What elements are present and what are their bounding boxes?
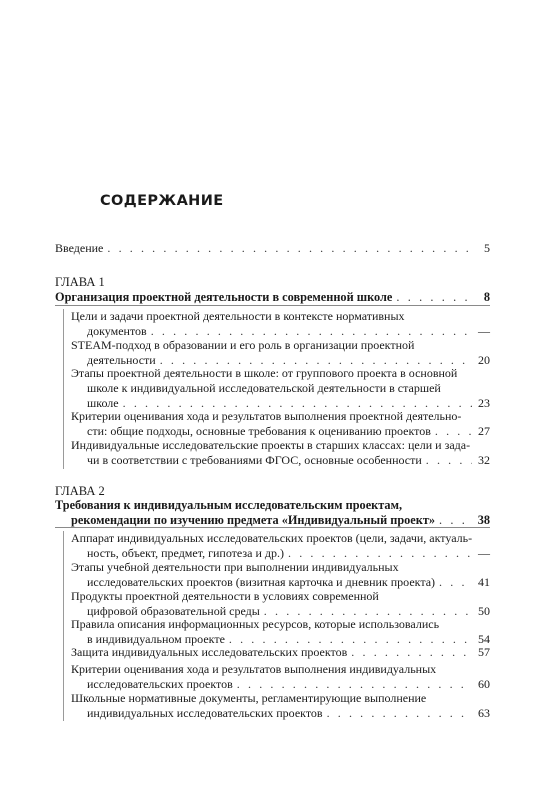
- entry-text-line: Критерии оценивания хода и результатов выполнения индивидуальных: [71, 662, 437, 676]
- page-number: 27: [478, 424, 490, 438]
- entry-last-line: [55, 513, 490, 528]
- entry-title-text: сти: общие подходы, основные требования к оцениванию проектов: [87, 424, 431, 438]
- entry-text-line: Этапы учебной деятельности при выполнении индивидуальных: [71, 560, 399, 574]
- dot-leader: [439, 513, 472, 528]
- dot-leader: [237, 677, 472, 692]
- entry-title-text: Введение: [55, 241, 104, 255]
- entry-text-line: школе к индивидуальной исследовательской деятельности в старшей: [87, 381, 441, 395]
- entry-title-text: в индивидуальном проекте: [87, 632, 225, 646]
- page-number: —: [478, 324, 490, 338]
- entry-text-line: Этапы проектной деятельности в школе: от группового проекта в основной: [71, 366, 458, 380]
- toc-entry-ch2-s3[interactable]: [71, 589, 490, 619]
- toc-entry-ch1-s3[interactable]: [71, 366, 490, 411]
- dot-leader: [107, 241, 472, 256]
- entry-title-text: документов: [87, 324, 147, 338]
- chapter-2-label: ГЛАВА 2: [55, 484, 105, 498]
- entry-last-line: [71, 546, 490, 561]
- toc-entry-ch2-s2[interactable]: [71, 560, 490, 590]
- entry-title-text: ность, объект, предмет, гипотеза и др.): [87, 546, 284, 560]
- entry-text-line: STEAM-подход в образовании и его роль в организации проектной: [71, 338, 415, 352]
- page-number: 54: [478, 632, 490, 646]
- toc-title: СОДЕРЖАНИЕ: [100, 193, 224, 209]
- toc-entry-ch1-s5[interactable]: [71, 438, 490, 468]
- page-number: 8: [483, 290, 490, 304]
- entry-title-text: деятельности: [87, 353, 156, 367]
- page-number: —: [478, 546, 490, 560]
- chapter-1-label: ГЛАВА 1: [55, 275, 105, 289]
- entry-last-line: [71, 575, 490, 590]
- entry-title-text: исследовательских проектов (визитная карточка и дневник проекта): [87, 575, 436, 589]
- entry-last-line: [55, 241, 490, 256]
- entry-last-line: [71, 324, 490, 339]
- page-number: 50: [478, 604, 490, 618]
- entry-title-text: исследовательских проектов: [87, 677, 233, 691]
- entry-text-line: Цели и задачи проектной деятельности в контексте нормативных: [71, 309, 405, 323]
- entry-text-line: Индивидуальные исследовательские проекты в старших классах: цели и зада-: [71, 438, 471, 452]
- entry-title-text: чи в соответствии с требованиями ФГОС, основные особенности: [87, 453, 422, 467]
- toc-entry-ch1-s4[interactable]: [71, 409, 490, 439]
- chapter-1-section-bar: [63, 309, 64, 469]
- page-number: 5: [484, 241, 490, 255]
- page-number: 20: [478, 353, 490, 367]
- entry-title-text: цифровой образовательной среды: [87, 604, 260, 618]
- toc-entry-ch2-s1[interactable]: [71, 531, 490, 561]
- entry-text-line: Критерии оценивания хода и результатов выполнения проектной деятельно-: [71, 409, 462, 423]
- page-number: 57: [478, 645, 490, 659]
- toc-entry-ch2-s7[interactable]: [71, 691, 490, 721]
- entry-last-line: [71, 424, 490, 439]
- toc-entry-ch2-s4[interactable]: [71, 617, 490, 647]
- entry-text-line: Продукты проектной деятельности в условиях современной: [71, 589, 379, 603]
- entry-last-line: [55, 290, 490, 305]
- toc-entry-ch2-s6[interactable]: [71, 662, 490, 692]
- chapter-1-divider: [55, 305, 490, 306]
- entry-last-line: [71, 453, 490, 468]
- chapter-2-heading[interactable]: [55, 498, 490, 528]
- entry-title-text: Организация проектной деятельности в современной школе: [55, 290, 393, 304]
- chapter-1-heading[interactable]: [55, 290, 490, 305]
- page-number: 41: [478, 575, 490, 589]
- dot-leader: [435, 424, 472, 439]
- entry-last-line: [71, 706, 490, 721]
- dot-leader: [288, 546, 472, 561]
- page-number: 60: [478, 677, 490, 691]
- chapter-2-section-bar: [63, 531, 64, 721]
- dot-leader: [151, 324, 472, 339]
- entry-title-text: школе: [87, 396, 119, 410]
- page-number: 32: [478, 453, 490, 467]
- entry-text-line: Требования к индивидуальным исследовательским проектам,: [55, 498, 403, 512]
- chapter-2-divider: [55, 527, 490, 528]
- entry-title-text: индивидуальных исследовательских проектов: [87, 706, 323, 720]
- entry-text-line: Правила описания информационных ресурсов, которые использовались: [71, 617, 440, 631]
- dot-leader: [439, 575, 472, 590]
- entry-last-line: [71, 677, 490, 692]
- dot-leader: [327, 706, 472, 721]
- entry-title-text: рекомендации по изучению предмета «Индивидуальный проект»: [71, 513, 436, 527]
- page-number: 38: [477, 513, 490, 527]
- dot-leader: [351, 645, 472, 660]
- entry-text-line: Аппарат индивидуальных исследовательских проектов (цели, задачи, актуаль-: [71, 531, 473, 545]
- page-number: 63: [478, 706, 490, 720]
- toc-entry-intro[interactable]: [55, 241, 490, 256]
- entry-text-line: Школьные нормативные документы, регламентирующие выполнение: [71, 691, 427, 705]
- page-number: 23: [478, 396, 490, 410]
- toc-entry-ch1-s2[interactable]: [71, 338, 490, 368]
- entry-last-line: [71, 645, 490, 660]
- toc-entry-ch1-s1[interactable]: [71, 309, 490, 339]
- toc-entry-ch2-s5[interactable]: [71, 645, 490, 660]
- dot-leader: [396, 290, 472, 305]
- entry-title-text: Защита индивидуальных исследовательских проектов: [71, 645, 348, 659]
- dot-leader: [426, 453, 472, 468]
